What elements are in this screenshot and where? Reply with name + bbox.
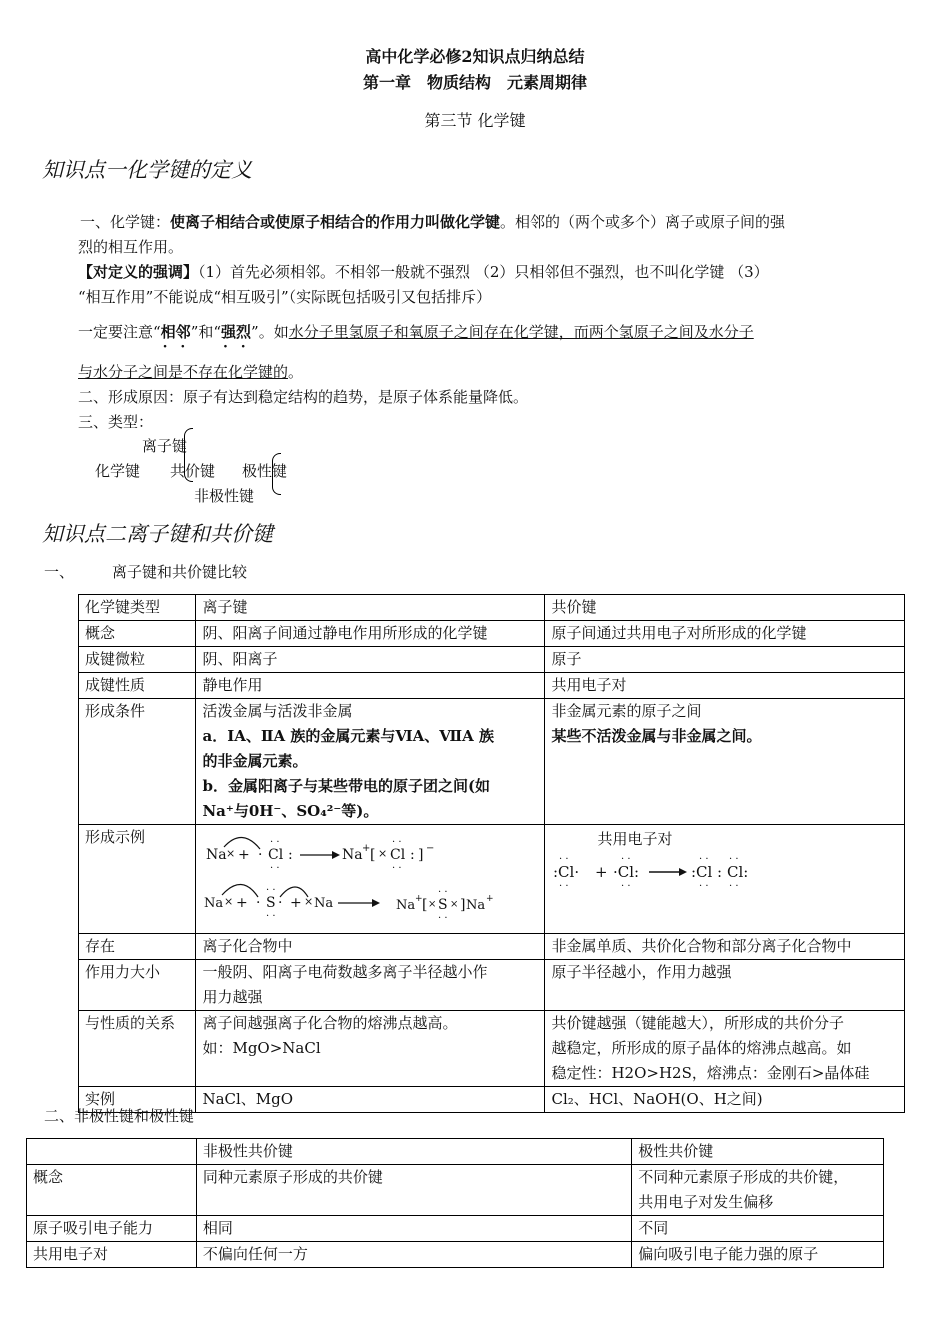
svg-text:+: + [486,894,495,904]
tree-nonpolar: 非极性键 [194,487,255,505]
table-cell: 原子吸引电子能力 [27,1216,197,1242]
table-header-cell [27,1139,197,1165]
svg-text:[: [ [370,847,376,863]
sub1-title: 离子键和共价键比较 [112,563,248,581]
svg-text:· ·: · · [621,854,632,865]
table-header-cell: 非极性共价键 [196,1139,631,1165]
sub1-number: 一、 [44,563,75,581]
svg-text:S: S [266,895,277,911]
table-header-cell: 极性共价键 [632,1139,884,1165]
property-cov-1: 共价键越强（键能越大），所形成的共价分子 [551,1014,844,1032]
formation-ionic-a1: a．IA、ⅡA 族的金属元素与ⅥA、ⅦA 族 [202,727,494,745]
formation-ionic-1: 活泼金属与活泼非金属 [202,702,353,720]
table-cell: NaCl、MgO [196,1087,545,1113]
svg-text:· ·: · · [270,837,281,848]
formation-ionic-a2: 的非金属元素。 [202,752,308,770]
svg-text:Na: Na [342,847,364,863]
table-row [79,621,905,647]
svg-text:×: × [226,847,236,860]
table-cell [545,1011,905,1087]
tree-brace-2 [272,453,281,495]
comparison-table [78,594,905,1113]
strength-ionic-2: 用力越强 [202,988,263,1006]
svg-text:· ·: · · [266,911,277,922]
definition-prefix: 一、化学键： [80,213,171,231]
table-cell: 阴、阳离子间通过静电作用所形成的化学键 [196,621,545,647]
table-cell: 原子半径越小，作用力越强 [545,960,905,1011]
formation-ionic-b2: Na⁺与0H⁻、SO₄²⁻等)。 [202,802,379,820]
tree-root: 化学键 [95,462,141,480]
table-cell: 离子化合物中 [196,934,545,960]
ionic-formation-diagram [196,825,544,925]
svg-text:]: ] [418,847,424,863]
svg-text:Na: Na [396,898,416,913]
svg-text:×: × [224,895,234,908]
note-word-adjacent: 相邻 · · [161,323,191,341]
table-row [27,1216,884,1242]
property-ionic-1: 离子间越强离子化合物的熔沸点越高。 [202,1014,458,1032]
svg-text::: : [717,863,723,881]
emphasis-text: （1）首先必须相邻。不相邻一般就不强烈 （2）只相邻但不强烈，也不叫化学键 （3） [198,263,769,281]
note-underline2: 与水分子之间是不存在化学键的 [78,363,289,381]
definition-line2: 烈的相互作用。 [78,238,184,256]
table-cell [196,1011,545,1087]
table-cell: 相同 [196,1216,631,1242]
table-cell: 与性质的关系 [79,1011,196,1087]
table-cell: 概念 [79,621,196,647]
table-row [27,1242,884,1268]
definition-rest: 。相邻的（两个或多个）离子或原子间的强 [500,213,786,231]
svg-text:· ·: · · [438,887,449,898]
covalent-example-cell [545,825,905,934]
svg-text:·: · [256,895,261,911]
types-label: 三、类型： [78,413,154,431]
svg-text:+: + [290,895,303,911]
emphasis-line2: “相互作用”不能说成“相互吸引”（实际既包括吸引又包括排斥） [78,288,492,306]
table-cell: 不同 [632,1216,884,1242]
table-row [79,934,905,960]
polar-concept-2: 共用电子对发生偏移 [638,1193,774,1211]
svg-text:Na: Na [314,896,334,911]
svg-text:+: + [595,863,609,881]
table-cell: 存在 [79,934,196,960]
svg-text:+: + [238,847,251,863]
table-cell: 成键性质 [79,673,196,699]
kp2-heading: 知识点二离子键和共价键 [42,522,273,546]
svg-text:· ·: · · [729,854,740,865]
table-cell [632,1165,884,1216]
svg-text:·Cl:: ·Cl: [613,863,640,881]
svg-text:+: + [362,843,371,854]
tree-ionic: 离子键 [142,437,188,455]
svg-text:S: S [438,897,449,913]
emphasis-label: 【对定义的强调】 [78,263,199,281]
svg-text:· ·: · · [621,881,632,892]
table-row [79,1087,905,1113]
table-cell: 形成条件 [79,699,196,825]
table-row [79,1011,905,1087]
table-row [79,647,905,673]
svg-text:· ·: · · [392,863,403,874]
note-underline1: 水分子里氢原子和氧原子之间存在化学键，而两个氢原子之间及水分子 [288,323,754,341]
svg-text:Na: Na [466,898,486,913]
svg-text:−: − [426,843,435,854]
svg-text:Na: Na [206,847,228,863]
table-cell: 原子 [545,647,905,673]
svg-text:· ·: · · [699,854,710,865]
svg-text:·: · [258,847,263,863]
note-end: 。 [288,363,304,381]
svg-text:· ·: · · [438,913,449,924]
property-cov-2: 越稳定，所形成的原子晶体的熔沸点越高。如 [551,1039,852,1057]
table-cell: 阴、阳离子 [196,647,545,673]
shared-pair-caption: 共用电子对 [597,830,673,848]
note-line1 [78,320,754,345]
svg-text:· ·: · · [729,881,740,892]
table-row [79,960,905,1011]
svg-text:×: × [304,895,314,908]
note-prefix: 一定要注意“ [78,323,161,341]
table-cell: 共用电子对 [545,673,905,699]
table-cell: 作用力大小 [79,960,196,1011]
table-row [79,595,905,621]
svg-text:· ·: · · [392,837,403,848]
table-row [27,1165,884,1216]
table-cell: 成键微粒 [79,647,196,673]
table-cell [196,960,545,1011]
table-cell: 非金属单质、共价化合物和部分离子化合物中 [545,934,905,960]
svg-text:Cl: Cl [268,847,284,863]
tree-brace-1 [184,428,193,482]
sub2-title: 二、非极性键和极性键 [44,1107,195,1125]
note-word-strong: 强烈 · · [221,323,251,341]
svg-text:Cl: Cl [390,847,406,863]
table-cell: 静电作用 [196,673,545,699]
table-row-example [79,825,905,934]
svg-text:· ·: · · [559,881,570,892]
strength-ionic-1: 一般阴、阳离子电荷数越多离子半径越小作 [202,963,488,981]
svg-text:×: × [450,899,459,910]
table-header-cell: 化学键类型 [79,595,196,621]
svg-text:· ·: · · [559,854,570,865]
kp1-heading: 知识点一化学键的定义 [42,158,252,182]
covalent-example-wrap [545,825,904,923]
svg-text:+: + [415,894,424,904]
tree-covalent: 共价键 [170,462,216,480]
svg-text:×: × [428,899,437,910]
table-cell [545,699,905,825]
property-cov-3: 稳定性：H2O>H2S，熔沸点：金刚石>晶体硅 [551,1064,870,1082]
svg-text:×: × [378,847,388,860]
svg-text::: : [410,847,416,863]
note-after: ”。如 [251,323,289,341]
table-cell: 共用电子对 [27,1242,197,1268]
section-title: 第三节 化学键 [424,111,526,130]
svg-text:· ·: · · [266,885,277,896]
table-cell: 不偏向任何一方 [196,1242,631,1268]
table-row [27,1139,884,1165]
svg-text::Cl: :Cl [691,863,713,881]
svg-text:Cl:: Cl: [727,863,749,881]
table-cell: 偏向吸引电子能力强的原子 [632,1242,884,1268]
chapter-title: 第一章 物质结构 元素周期律 [362,73,587,92]
svg-text:[: [ [422,897,428,913]
polarity-table [26,1138,884,1268]
definition-line1 [80,210,785,235]
formation-cov-2: 某些不活泼金属与非金属之间。 [551,727,762,745]
definition-bold: 使离子相结合或使原子相结合的作用力叫做化学键 [170,213,501,231]
table-header-cell: 离子键 [196,595,545,621]
formation-ionic-b1: b．金属阳离子与某些带电的原子团之间(如 [202,777,491,795]
table-cell: 原子间通过共用电子对所形成的化学键 [545,621,905,647]
emphasis-line1 [78,260,769,285]
polar-concept-1: 不同种元素原子形成的共价键， [638,1168,849,1186]
table-row-formation [79,699,905,825]
table-cell: 同种元素原子形成的共价键 [196,1165,631,1216]
property-ionic-2: 如：MgO>NaCl [202,1039,321,1057]
table-cell: 形成示例 [79,825,196,934]
formation-cov-1: 非金属元素的原子之间 [551,702,702,720]
table-cell: 概念 [27,1165,197,1216]
svg-text:]: ] [460,897,466,913]
svg-text::Cl·: :Cl· [553,863,580,881]
covalent-formation-diagram [545,853,905,923]
doc-title: 高中化学必修2知识点归纳总结 [365,47,585,66]
svg-text:·: · [278,895,283,911]
svg-text::: : [288,847,294,863]
svg-text:· ·: · · [699,881,710,892]
table-cell: 实例 [79,1087,196,1113]
table-cell [196,699,545,825]
table-row [79,673,905,699]
note-mid: ”和“ [190,323,222,341]
svg-text:· ·: · · [270,863,281,874]
table-cell: Cl₂、HCl、NaOH(O、H之间) [545,1087,905,1113]
ionic-example-cell [196,825,545,934]
formation-cause: 二、形成原因：原子有达到稳定结构的趋势，是原子体系能量降低。 [78,388,529,406]
tree-polar: 极性键 [242,462,288,480]
note-line2 [78,360,303,385]
svg-text:Na: Na [204,896,224,911]
svg-text:+: + [236,895,249,911]
table-header-cell: 共价键 [545,595,905,621]
